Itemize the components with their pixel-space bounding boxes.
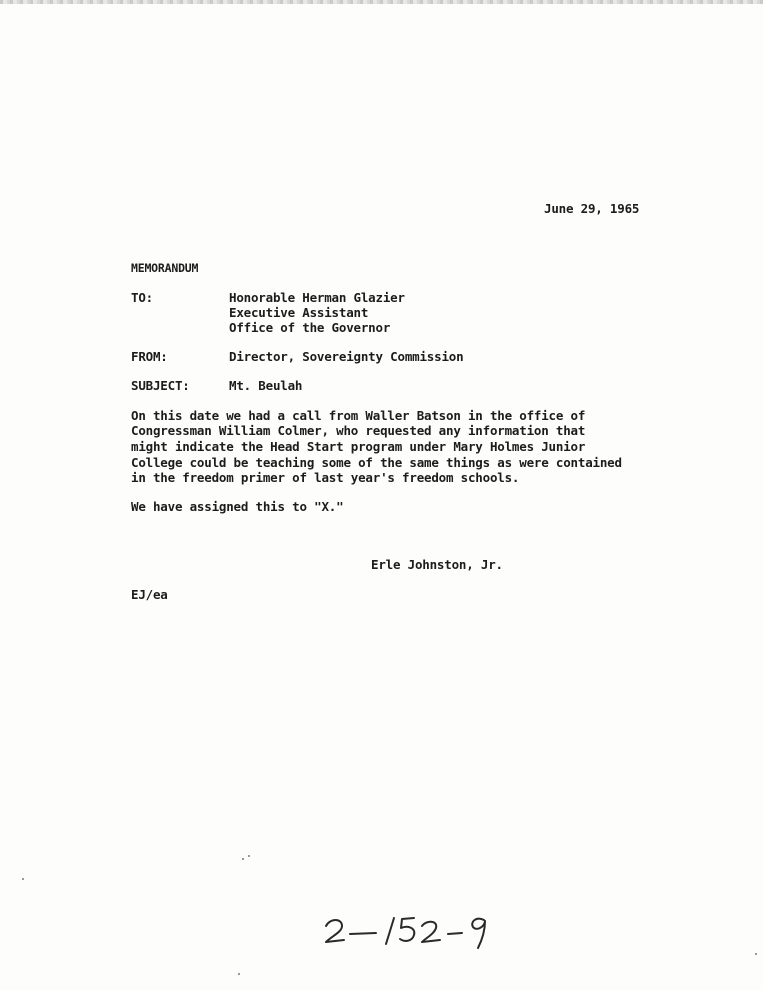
from-label: FROM: — [131, 349, 168, 364]
signature-name: Erle Johnston, Jr. — [371, 557, 503, 572]
subject-label: SUBJECT: — [131, 378, 190, 393]
scan-speck — [242, 858, 244, 860]
subject-value: Mt. Beulah — [229, 378, 303, 393]
body-line: College could be teaching some of the same things as were contained — [131, 455, 622, 470]
to-label: TO: — [131, 290, 153, 305]
to-recipient-name: Honorable Herman Glazier — [229, 290, 405, 305]
memo-date: June 29, 1965 — [544, 201, 640, 216]
from-value: Director, Sovereignty Commission — [229, 349, 464, 364]
body-paragraph-assignment: We have assigned this to "X." — [131, 499, 344, 514]
typist-initials: EJ/ea — [131, 587, 168, 602]
scan-top-edge — [0, 0, 763, 4]
body-line: On this date we had a call from Waller Batson in the office of — [131, 408, 586, 423]
to-recipient-office: Office of the Governor — [229, 320, 391, 335]
memo-heading: MEMORANDUM — [131, 261, 199, 275]
body-line: might indicate the Head Start program under Mary Holmes Junior — [131, 439, 586, 454]
scan-speck — [755, 953, 757, 955]
scan-speck — [238, 973, 240, 975]
scan-speck — [22, 878, 24, 880]
body-line: Congressman William Colmer, who requested any information that — [131, 423, 586, 438]
to-recipient-title: Executive Assistant — [229, 305, 369, 320]
scan-speck — [248, 855, 250, 857]
body-line: in the freedom primer of last year's freedom schools. — [131, 470, 520, 485]
handwritten-file-number — [322, 912, 502, 952]
